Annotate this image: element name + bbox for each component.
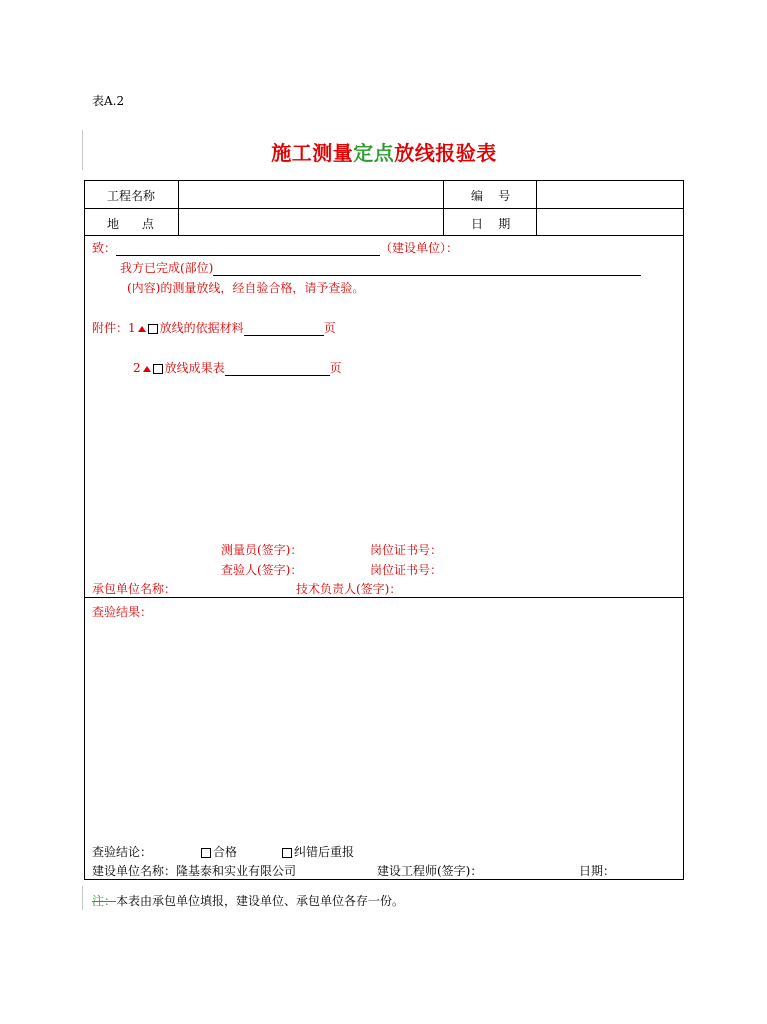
note-prefix: 注：	[92, 894, 117, 908]
header-bottom-divider	[85, 235, 683, 236]
caret-icon	[138, 326, 146, 332]
title-part-3: 放线报验表	[394, 141, 497, 165]
pass-checkbox-icon[interactable]	[201, 848, 211, 858]
surveyor-cert-label: 岗位证书号：	[370, 543, 443, 557]
content-line: (内容)的测量放线，经自验合格，请予查验。	[127, 281, 365, 295]
contractor-name-label: 承包单位名称：	[92, 582, 177, 596]
option-fix[interactable]	[282, 843, 354, 860]
location-label: 地 点	[107, 217, 154, 231]
engineer-signature-label: 建设工程师(签字)：	[377, 864, 483, 878]
page-title	[84, 137, 684, 166]
attach1-text: 放线的依据材料	[159, 321, 244, 335]
result-label: 查验结果：	[92, 605, 153, 619]
attach2-text: 放线成果表	[164, 361, 225, 375]
attach2-pages-blank[interactable]	[225, 362, 330, 376]
number-label: 编 号	[471, 189, 511, 203]
attach1-pages-blank[interactable]	[244, 322, 324, 336]
footnote	[92, 892, 404, 909]
option-pass[interactable]	[201, 843, 237, 860]
checker-signature-label: 查验人(签字)：	[221, 563, 303, 577]
caret-icon	[143, 366, 151, 372]
conclusion-label: 查验结论：	[92, 845, 153, 859]
checkbox-icon[interactable]	[148, 324, 158, 334]
completed-prefix: 我方已完成(部位)	[120, 261, 214, 275]
fix-checkbox-icon[interactable]	[282, 848, 292, 858]
title-part-2: 定点	[353, 141, 395, 165]
project-name-field[interactable]	[180, 182, 442, 207]
attachment-2	[133, 359, 342, 376]
section-divider	[85, 597, 683, 598]
location-field[interactable]	[180, 209, 442, 234]
header-col-divider-1	[178, 181, 179, 236]
checker-cert-label: 岗位证书号：	[370, 563, 443, 577]
date-label: 日 期	[471, 217, 511, 231]
header-col-divider-3	[536, 181, 537, 236]
date-field[interactable]	[538, 209, 682, 234]
attach1-page-unit: 页	[323, 321, 336, 335]
margin-marker	[82, 130, 83, 170]
tech-lead-signature-label: 技术负责人(签字)：	[296, 582, 402, 596]
margin-marker	[82, 886, 83, 910]
part-blank[interactable]	[213, 262, 641, 276]
completed-line	[120, 259, 641, 276]
option-fix-label: 纠错后重报	[294, 845, 355, 859]
note-text: 本表由承包单位填报，建设单位、承包单位各存一份。	[116, 894, 405, 908]
attach2-page-unit: 页	[329, 361, 342, 375]
project-name-label: 工程名称	[107, 189, 156, 203]
inspection-form	[84, 180, 684, 880]
builder-name-label: 建设单位名称：隆基泰和实业有限公司	[92, 864, 297, 878]
header-col-divider-2	[443, 181, 444, 236]
client-name-blank[interactable]	[116, 242, 380, 256]
table-number: 表A.2	[92, 94, 125, 108]
surveyor-signature-label: 测量员(签字)：	[221, 543, 303, 557]
attachment-1	[92, 319, 336, 336]
attach2-prefix: 2	[133, 361, 141, 375]
result-date-label: 日期：	[579, 864, 616, 878]
number-field[interactable]	[538, 182, 682, 207]
option-pass-label: 合格	[213, 845, 238, 859]
to-prefix: 致：	[92, 241, 117, 255]
title-part-1: 施工测量	[271, 141, 354, 165]
to-suffix: （建设单位）：	[380, 241, 459, 255]
checkbox-icon[interactable]	[153, 364, 163, 374]
attach-prefix: 附件：1	[92, 321, 136, 335]
to-line	[92, 239, 458, 256]
